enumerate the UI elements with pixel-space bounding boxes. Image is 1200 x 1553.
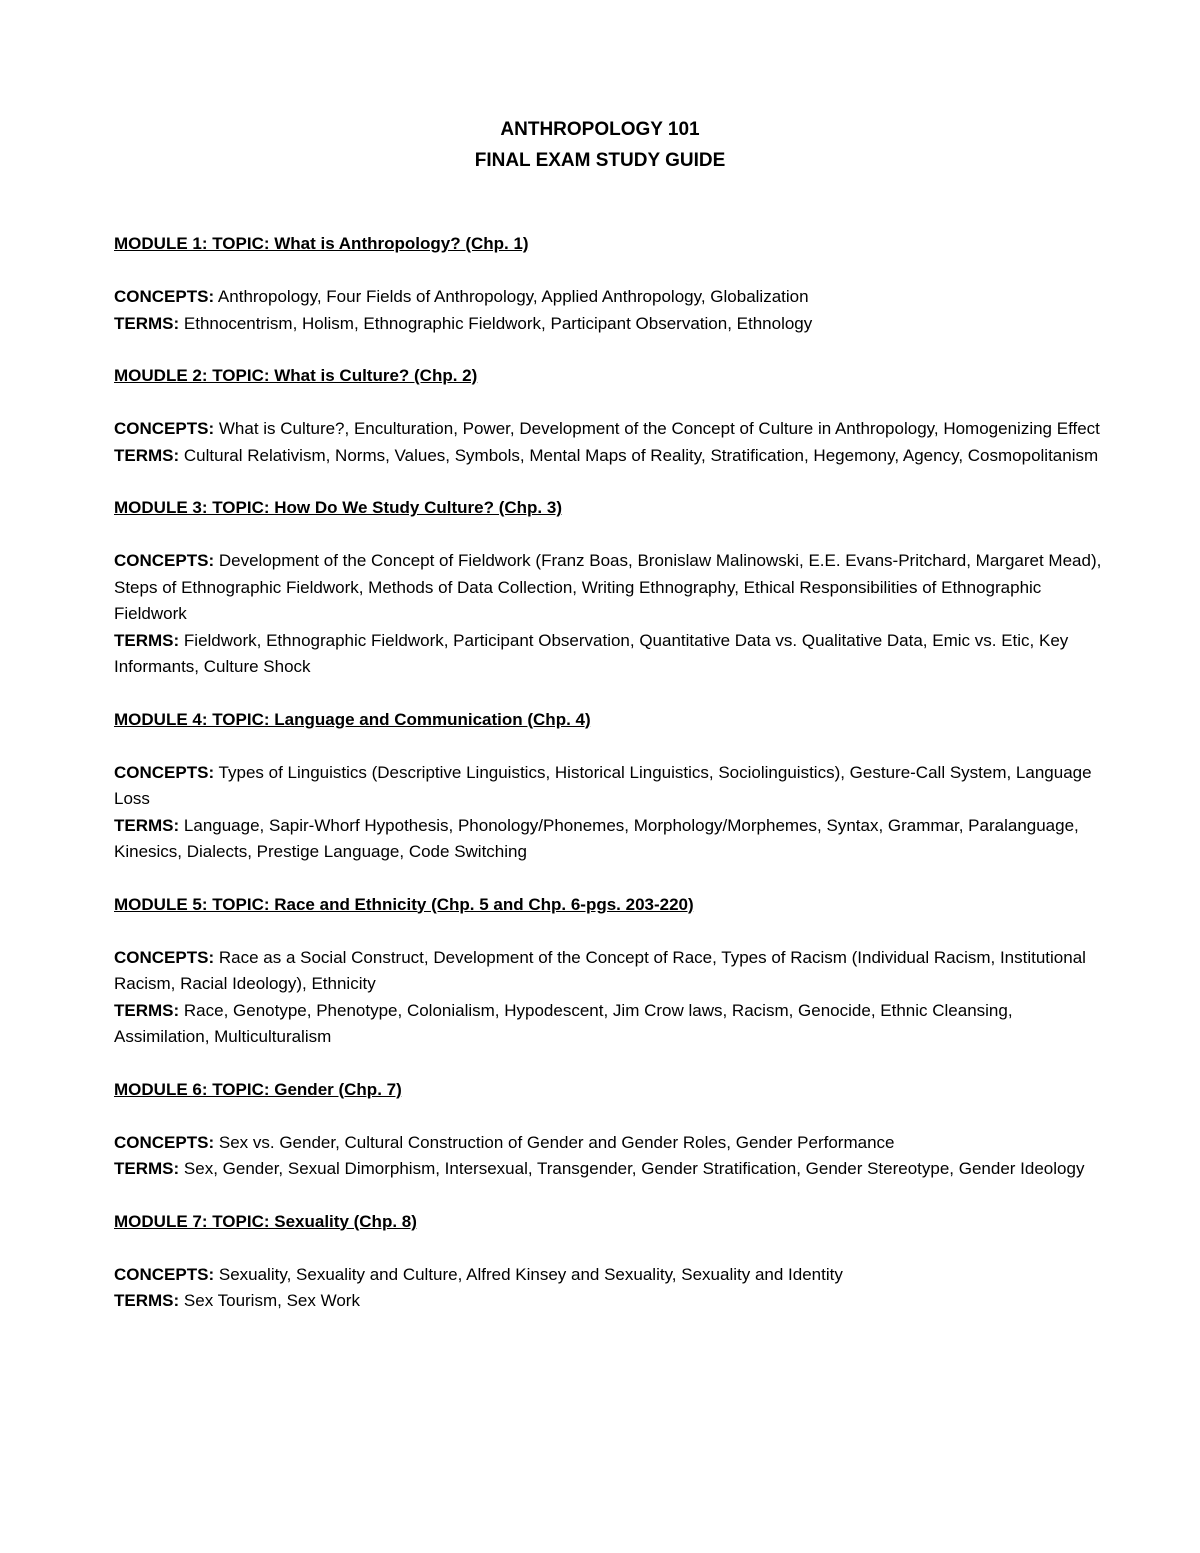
- terms-text: Fieldwork, Ethnographic Fieldwork, Participant Observation, Quantitative Data vs. Qualitative Data, Emic vs. Etic, Key Informants, Culture Shock: [114, 630, 1069, 676]
- course-title: ANTHROPOLOGY 101: [500, 119, 700, 140]
- terms-label: TERMS:: [114, 630, 180, 650]
- concepts-line: [114, 945, 1104, 998]
- terms-text: Language, Sapir-Whorf Hypothesis, Phonology/Phonemes, Morphology/Morphemes, Syntax, Grammar, Paralanguage, Kinesics, Dialects, Prestige Language, Code Switching: [114, 815, 1079, 861]
- terms-line: [114, 311, 1104, 338]
- concepts-label: CONCEPTS:: [114, 419, 215, 438]
- concepts-line: [114, 1130, 1104, 1157]
- concepts-text: Sex vs. Gender, Cultural Construction of Gender and Gender Roles, Gender Performance: [218, 1132, 895, 1152]
- concepts-label: CONCEPTS:: [114, 947, 215, 967]
- concepts-line: [114, 416, 1104, 443]
- module-heading: MODULE 4: TOPIC: Language and Communication (Chp. 4): [114, 709, 591, 729]
- terms-line: [114, 998, 1104, 1051]
- module-heading: MOUDLE 2: TOPIC: What is Culture? (Chp. 2): [114, 366, 478, 385]
- terms-label: TERMS:: [114, 1000, 180, 1020]
- terms-line: [114, 813, 1104, 866]
- terms-text: Race, Genotype, Phenotype, Colonialism, Hypodescent, Jim Crow laws, Racism, Genocide, Ethnic Cleansing, Assimilation, Multiculturalism: [114, 1000, 1013, 1046]
- concepts-text: What is Culture?, Enculturation, Power, Development of the Concept of Culture in Anthropology, Homogenizing Effect: [218, 419, 1100, 438]
- concepts-label: CONCEPTS:: [114, 1132, 215, 1152]
- guide-title: FINAL EXAM STUDY GUIDE: [474, 150, 726, 171]
- concepts-label: CONCEPTS:: [114, 1264, 215, 1284]
- concepts-line: [114, 548, 1104, 628]
- concepts-text: Development of the Concept of Fieldwork (Franz Boas, Bronislaw Malinowski, E.E. Evans-Pritchard, Margaret Mead), Steps of Ethnographic Fieldwork, Methods of Data Collection, Writing Ethnography, Ethical Responsibilities of Ethnographic Fieldwork: [114, 551, 1102, 623]
- concepts-label: CONCEPTS:: [114, 762, 215, 782]
- terms-label: TERMS:: [114, 1159, 180, 1178]
- document-title: [0, 114, 1200, 176]
- terms-label: TERMS:: [114, 445, 180, 465]
- module-7: [114, 1209, 1104, 1315]
- concepts-text: Anthropology, Four Fields of Anthropology, Applied Anthropology, Globalization: [217, 287, 809, 306]
- module-1: [114, 231, 1104, 337]
- terms-line: [114, 1288, 1104, 1315]
- modules-list: [114, 231, 1104, 1341]
- concepts-line: [114, 1262, 1104, 1289]
- concepts-text: Sexuality, Sexuality and Culture, Alfred Kinsey and Sexuality, Sexuality and Identity: [218, 1264, 843, 1284]
- terms-label: TERMS:: [114, 815, 180, 835]
- concepts-line: [114, 284, 1104, 311]
- module-5: [114, 892, 1104, 1051]
- concepts-label: CONCEPTS:: [114, 287, 215, 306]
- terms-label: TERMS:: [114, 313, 180, 333]
- module-heading: MODULE 5: TOPIC: Race and Ethnicity (Chp. 5 and Chp. 6-pgs. 203-220): [114, 894, 694, 914]
- terms-label: TERMS:: [114, 1291, 180, 1310]
- module-heading: MODULE 3: TOPIC: How Do We Study Culture? (Chp. 3): [114, 498, 562, 517]
- module-2: [114, 363, 1104, 469]
- concepts-line: [114, 760, 1104, 813]
- module-heading: MODULE 7: TOPIC: Sexuality (Chp. 8): [114, 1211, 417, 1231]
- module-heading: MODULE 1: TOPIC: What is Anthropology? (Chp. 1): [114, 234, 529, 253]
- terms-text: Ethnocentrism, Holism, Ethnographic Fieldwork, Participant Observation, Ethnology: [183, 313, 813, 333]
- terms-text: Sex Tourism, Sex Work: [183, 1291, 360, 1310]
- module-4: [114, 707, 1104, 866]
- module-6: [114, 1077, 1104, 1183]
- module-3: [114, 495, 1104, 681]
- terms-text: Cultural Relativism, Norms, Values, Symbols, Mental Maps of Reality, Stratification, Hegemony, Agency, Cosmopolitanism: [183, 445, 1099, 465]
- terms-line: [114, 628, 1104, 681]
- concepts-text: Race as a Social Construct, Development of the Concept of Race, Types of Racism (Individual Racism, Institutional Racism, Racial Ideology), Ethnicity: [114, 947, 1086, 993]
- concepts-label: CONCEPTS:: [114, 551, 215, 570]
- terms-text: Sex, Gender, Sexual Dimorphism, Intersexual, Transgender, Gender Stratification, Gender Stereotype, Gender Ideology: [183, 1159, 1085, 1178]
- terms-line: [114, 443, 1104, 470]
- concepts-text: Types of Linguistics (Descriptive Linguistics, Historical Linguistics, Sociolinguistics), Gesture-Call System, Language Loss: [114, 762, 1092, 808]
- module-heading: MODULE 6: TOPIC: Gender (Chp. 7): [114, 1079, 402, 1099]
- terms-line: [114, 1156, 1104, 1183]
